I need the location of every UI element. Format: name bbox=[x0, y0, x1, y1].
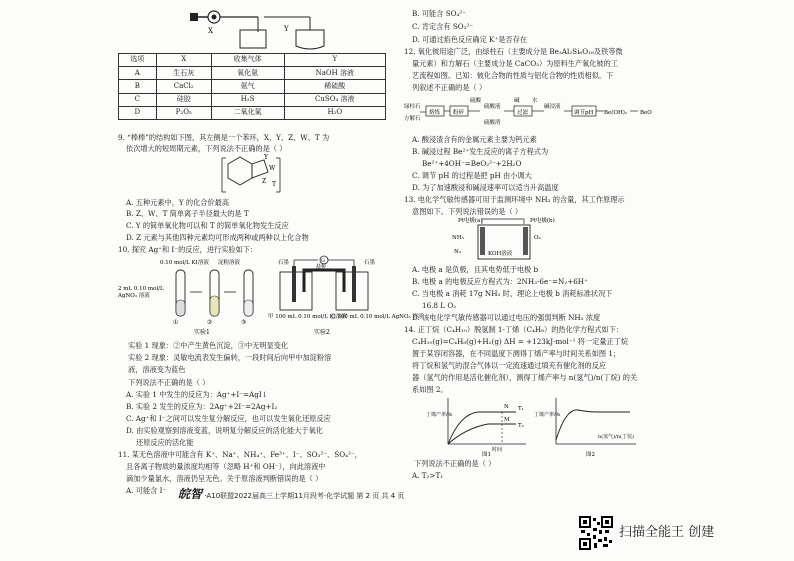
flow-reagent-1: 硫酸 bbox=[470, 98, 482, 104]
struct-label-t: T bbox=[272, 181, 277, 188]
q13-option-b: B. 电极 a 的电极反应方程式为：2NH₃-6e⁻=N₂+6H⁺ bbox=[412, 277, 588, 286]
q14-line-2: C₄H₁₀(g)=C₄H₈(g)+H₂(g) ΔH = +123kJ·mol⁻¹ 将一定量正丁烷 bbox=[412, 337, 629, 346]
q10-option-b: B. 实验 2 发生的反应为：2Ag⁺+2I⁻=2Ag+I₂ bbox=[126, 402, 278, 411]
q12-option-c: C. 调节 pH 的过程是把 pH 由小调大 bbox=[412, 171, 532, 180]
q12-option-b: B. 碱浸过程 Be²⁺发生反应的离子方程式为 bbox=[412, 147, 549, 156]
cell-gas-right: O₂ bbox=[534, 235, 541, 241]
q9-stem-1: 9. “棒棒”的结构如下图，其左侧是一个苯环，X、Y、Z、W、T 为 bbox=[118, 133, 330, 142]
table-cell: D bbox=[119, 106, 157, 119]
gas-apparatus-diagram bbox=[178, 0, 338, 52]
flow-mid-2: 碱浸液 bbox=[544, 104, 561, 110]
fig1-point-m: M bbox=[504, 417, 510, 423]
fig1-xlabel: 时间 bbox=[492, 447, 503, 453]
table-cell: NaOH 溶液 bbox=[284, 67, 385, 80]
table-cell: CuSO₄ 溶液 bbox=[284, 93, 385, 106]
q12-option-b-eq: Be²⁺+4OH⁻=BeO₂²⁻+2H₂O bbox=[422, 159, 522, 168]
q13-option-c: C. 当电极 a 消耗 17g NH₃ 时，理论上电极 b 消耗标准状况下 bbox=[412, 289, 613, 298]
fig1-point-n: N bbox=[504, 404, 509, 410]
q10-option-a: A. 实验 1 中发生的反应为：Ag⁺+I⁻=AgI↓ bbox=[126, 390, 268, 399]
q14-line-6: 系如图 2。 bbox=[412, 385, 448, 394]
q11-line-1: 11. 某无色溶液中可能含有 K⁺、Na⁺、NH₄⁺、Fe³⁺、I⁻、SO₃²⁻、SO₄²⁻， bbox=[118, 450, 362, 459]
q9-option-b: B. Z、W、T 简单离子半径最大的是 T bbox=[126, 209, 249, 218]
table-cell: 生石灰 bbox=[156, 67, 211, 80]
q10-phenomenon-3: 液，溶液变为蓝色 bbox=[128, 365, 186, 374]
table-cell: H₂O bbox=[284, 106, 385, 119]
q10-ask: 下列说法不正确的是（ ） bbox=[128, 378, 210, 387]
table-cell: 二氧化氮 bbox=[211, 106, 284, 119]
q10-option-c: C. Ag⁺和 I⁻之间可以发生复分解反应，也可以发生氧化还原反应 bbox=[126, 414, 331, 423]
exp1-agno3-label-2: AgNO₃ 溶液 bbox=[118, 293, 150, 299]
scanner-watermark: 扫描全能王 创建 bbox=[619, 525, 715, 540]
fig1-t2: T₂ bbox=[518, 423, 524, 429]
q11-option-d: D. 可通过焰色反应确定 K⁺是否存在 bbox=[412, 35, 527, 44]
q14-ask: 下列说法不正确的是（ ） bbox=[414, 459, 496, 468]
fig1-caption: 图1 bbox=[482, 452, 491, 458]
svg-text:③: ③ bbox=[241, 319, 247, 326]
flow-raw-2: 方解石 bbox=[404, 116, 421, 122]
q10-experiment-diagram bbox=[118, 256, 424, 338]
flow-out-1: 硫酸渣 bbox=[484, 120, 501, 126]
apparatus-y-label: Y bbox=[284, 25, 289, 33]
q12-flow-diagram bbox=[404, 94, 666, 134]
exp1-ki-label: 0.10 mol/L KI溶液 bbox=[160, 260, 209, 266]
table-cell: H₂S bbox=[211, 93, 284, 106]
exp2-caption: 实验2 bbox=[314, 329, 330, 336]
cell-electrolyte: KOH溶液 bbox=[488, 251, 513, 257]
q14-graphs bbox=[426, 394, 638, 456]
table-header: 收集气体 bbox=[211, 54, 284, 67]
page-footer bbox=[178, 487, 538, 503]
table-cell: 硅胶 bbox=[156, 93, 211, 106]
struct-label-z: Z bbox=[262, 178, 267, 185]
flow-mid-1: 硫酸液 bbox=[484, 104, 501, 110]
table-header: 选项 bbox=[119, 54, 157, 67]
table-cell: B bbox=[119, 80, 157, 93]
q9-option-c: C. Y 的简单氧化物可以和 T 的简单氧化物发生反应 bbox=[126, 221, 289, 230]
q10-option-d: D. 由实验观察到溶液变蓝，说明复分解反应的活化能大于氧化 bbox=[126, 426, 323, 435]
fig2-ylabel: 丁烯产率/% bbox=[534, 412, 561, 418]
table-cell: CaCl₂ bbox=[156, 80, 211, 93]
table-header: Y bbox=[284, 54, 385, 67]
q14-line-4: 将丁烷和氢气的混合气体以一定流速通过填充有催化剂的反应 bbox=[412, 361, 607, 370]
fig1-ylabel: 丁烯产率/% bbox=[426, 412, 453, 418]
apparatus-x-label: X bbox=[208, 27, 213, 35]
footer-logo: 皖智 bbox=[178, 487, 203, 501]
svg-text:①: ① bbox=[173, 319, 179, 326]
flow-product: Be(OH)₂ bbox=[604, 110, 628, 116]
q14-option-a: A. T₂>T₁ bbox=[412, 471, 444, 480]
q9-stem-2: 依次增大的短周期元素，下列说法不正确的是（ ） bbox=[126, 144, 287, 153]
svg-text:②: ② bbox=[207, 319, 213, 326]
q9-option-d: D. Z 元素与其他四种元素均可形成两种或两种以上化合物 bbox=[126, 233, 309, 242]
q13-cell-diagram bbox=[448, 215, 578, 263]
fig2-caption: 图2 bbox=[586, 452, 595, 458]
q12-option-d: D. 为了加速酸浸和碱浸速率可以适当升高温度 bbox=[412, 183, 559, 192]
table-cell: 氧化氨 bbox=[211, 67, 284, 80]
qr-code-icon bbox=[579, 516, 613, 550]
flow-box-2: 粉碎 bbox=[453, 110, 465, 116]
fig2-xlabel: n(氢气)/n(丁烷) bbox=[598, 434, 634, 440]
q12-line-2: 量元素）和方解石（主要成分是 CaCO₃）为原料生产氧化铍的工 bbox=[412, 59, 619, 68]
exp1-caption: 实验1 bbox=[194, 329, 210, 336]
q13-line-2: 意图如下。下列说法错误的是（ ） bbox=[412, 207, 523, 216]
footer-text: ·A10联盟2022届高三上学期11月段考·化学试题 第 2 页 共 4 页 bbox=[204, 492, 405, 500]
table-cell: C bbox=[119, 93, 157, 106]
exp2-electrode-left: 石墨 bbox=[278, 260, 290, 266]
exp2-right-label: 乙 100 mL 0.10 mol/L AgNO₃ 溶液 bbox=[330, 314, 424, 320]
q12-line-4: 列叙述不正确的是（ ） bbox=[412, 83, 487, 92]
table-header: X bbox=[156, 54, 211, 67]
q10-option-d-cont: 还原反应的活化能 bbox=[136, 438, 194, 447]
q12-line-1: 12. 氧化铍用途广泛，由绿柱石（主要成分是 Be₃Al₂Si₆O₁₈及铁等微 bbox=[404, 47, 623, 56]
fig1-t1: T₁ bbox=[518, 406, 524, 412]
q12-option-a: A. 酸浸渣含有的金属元素主要为钙元素 bbox=[412, 135, 537, 144]
q10-stem: 10. 探究 Ag⁺和 I⁻的反应，进行实验如下： bbox=[118, 245, 258, 254]
gas-options-table bbox=[118, 53, 386, 120]
table-row bbox=[119, 67, 386, 80]
q13-line-1: 13. 电化学气敏传感器可用于监测环境中 NH₃ 的含量，其工作原理示 bbox=[404, 195, 625, 204]
exp1-starch-label: 淀粉溶液 bbox=[218, 260, 241, 266]
table-cell: 稀硫酸 bbox=[284, 80, 385, 93]
q9-structure-diagram bbox=[218, 152, 288, 196]
q11-option-c: C. 肯定含有 SO₃²⁻ bbox=[412, 22, 474, 31]
q11-line-3: 滴加少量氯水，溶液仍呈无色。关于原溶液判断错误的是（ ） bbox=[126, 474, 323, 483]
q11-option-a: A. 可能含 I⁻ bbox=[126, 486, 167, 495]
exp1-agno3-label-1: 2 mL 0.10 mol/L bbox=[118, 286, 164, 292]
table-cell: A bbox=[119, 67, 157, 80]
q14-line-3: 置于某容闭容器，在不同温度下测得丁烯产率与时间关系如图 1； bbox=[412, 349, 621, 358]
q11-line-2: 且各离子物质的量浓度均相等（忽略 H⁺和 OH⁻），向此溶液中 bbox=[126, 462, 326, 471]
cell-gas-out: N₂ bbox=[454, 249, 462, 255]
flow-raw-1: 绿柱石 bbox=[404, 104, 421, 110]
flow-box-3: 过滤 bbox=[517, 110, 529, 116]
table-cell: 氨气 bbox=[211, 80, 284, 93]
q12-line-3: 艺流程如图。已知：铍化合物的性质与铝化合物的性质相似。下 bbox=[412, 71, 614, 80]
flow-reagent-3: 水 bbox=[532, 98, 538, 104]
q13-option-a: A. 电极 a 是负极，且其电势低于电极 b bbox=[412, 265, 539, 274]
exp2-electrode-right: 石墨 bbox=[364, 260, 376, 266]
table-cell: P₂O₅ bbox=[156, 106, 211, 119]
struct-label-y: Y bbox=[264, 154, 268, 161]
q14-line-1: 14. 正丁烷（C₄H₁₀）脱氢制 1-丁烯（C₄H₈）的热化学方程式如下： bbox=[404, 325, 624, 334]
flow-final: BeO bbox=[640, 110, 652, 116]
q11-option-b: B. 可能含 SO₄²⁻ bbox=[412, 9, 467, 18]
flow-reagent-2: 碱 bbox=[514, 98, 520, 104]
cell-left-electrode: Pt电极(a) bbox=[458, 218, 483, 224]
q13-option-d: D. 该电化学气敏传感器可以通过电压的强弱判断 NH₃ 浓度 bbox=[412, 313, 601, 322]
q14-line-5: 器（氢气的作用是活化催化剂），测得丁烯产率与 n(氢气)/n(丁烷) 的关 bbox=[412, 373, 638, 382]
table-row bbox=[119, 106, 386, 119]
q10-phenomenon-1: 实验 1 现象：②中产生黄色沉淀，③中无明显变化 bbox=[128, 341, 289, 350]
q9-option-a: A. 五种元素中，Y 的化合价最高 bbox=[126, 198, 230, 207]
struct-label-w: W bbox=[269, 165, 276, 172]
table-row bbox=[119, 80, 386, 93]
exp2-salt-bridge-label: 盐桥 bbox=[316, 264, 327, 270]
exp2-meter-label: G bbox=[321, 258, 325, 264]
table-row bbox=[119, 93, 386, 106]
q10-phenomenon-2: 实验 2 现象：灵敏电流表发生偏转，一段时间后向甲中加淀粉溶 bbox=[128, 353, 332, 362]
exp2-left-label: 甲 100 mL 0.10 mol/L KI溶液 bbox=[268, 314, 347, 320]
flow-box-4: 调节pH bbox=[574, 110, 594, 116]
q13-option-c-cont: 16.8 L O₂ bbox=[422, 301, 457, 310]
flow-box-1: 熔炼 bbox=[429, 110, 441, 116]
cell-gas-in: NH₃ bbox=[452, 235, 464, 241]
table-header-row bbox=[119, 54, 386, 67]
cell-right-electrode: Pt电极(b) bbox=[530, 218, 555, 224]
